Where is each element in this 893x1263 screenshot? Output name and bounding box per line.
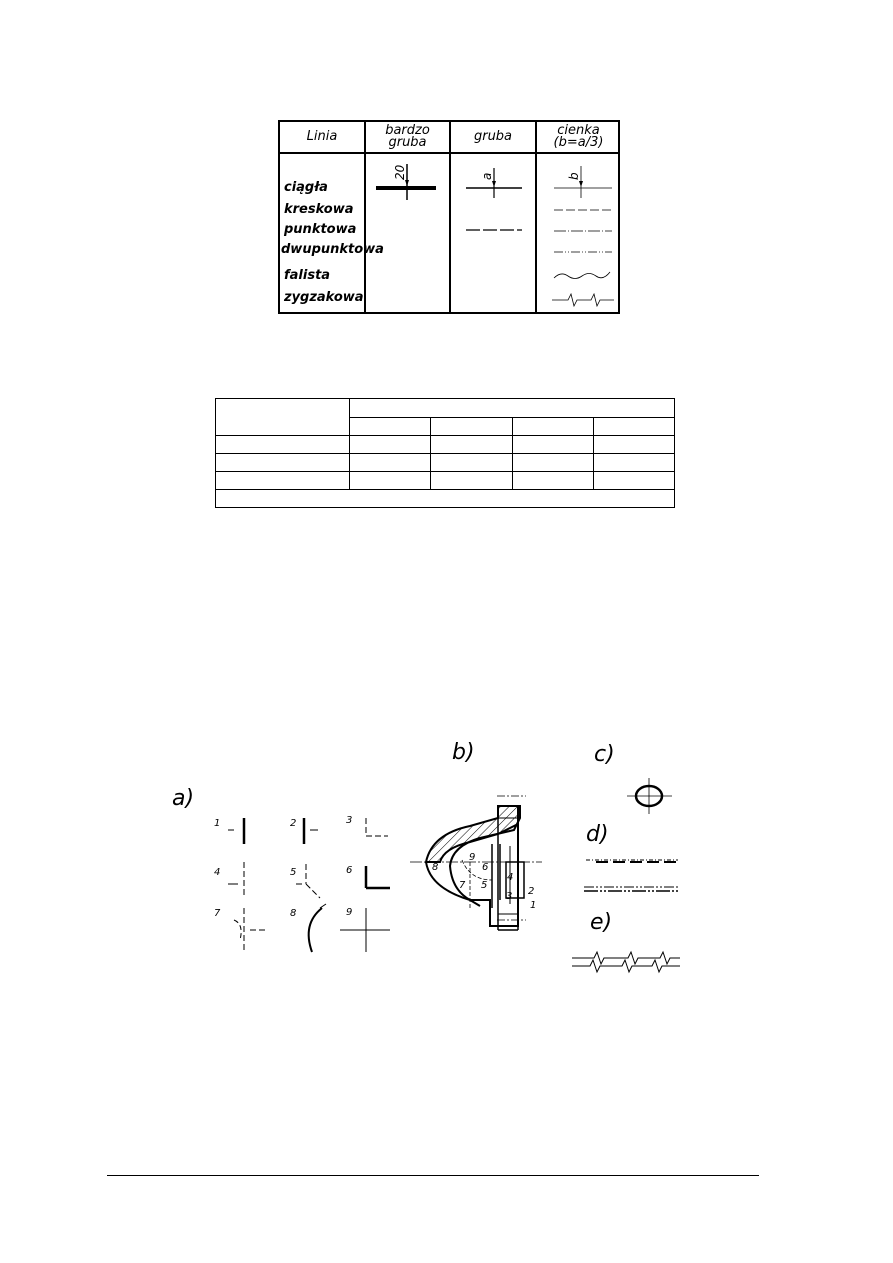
dim-thick: a xyxy=(480,172,494,180)
label-e: e) xyxy=(590,910,613,935)
c-circle-drawing xyxy=(627,778,672,814)
b-num-9: 9 xyxy=(469,852,476,863)
row-punktowa: punktowa xyxy=(284,222,357,237)
header-thick: gruba xyxy=(473,129,513,144)
label-c: c) xyxy=(594,742,615,767)
b-num-7: 7 xyxy=(459,880,466,891)
a-num-8: 8 xyxy=(290,908,297,919)
b-num-8: 8 xyxy=(432,862,439,873)
row-dwupunktowa: dwupunktowa xyxy=(281,242,384,257)
header-linia: Linia xyxy=(306,129,338,144)
a-line-examples xyxy=(228,818,390,952)
row-kreskowa: kreskowa xyxy=(284,202,354,217)
dim-thin: b xyxy=(567,172,581,180)
b-num-4: 4 xyxy=(507,872,514,883)
a-num-5: 5 xyxy=(290,867,297,878)
footer-rule xyxy=(107,1175,759,1176)
d-line-drawing xyxy=(584,860,680,891)
e-zigzag-drawing xyxy=(572,952,680,972)
a-num-6: 6 xyxy=(346,865,353,876)
header-very-thick: bardzo gruba xyxy=(385,123,430,150)
a-num-7: 7 xyxy=(214,908,221,919)
b-section-drawing xyxy=(410,796,542,930)
label-d: d) xyxy=(586,822,609,847)
b-num-2: 2 xyxy=(528,886,535,897)
b-num-5: 5 xyxy=(481,880,488,891)
a-num-2: 2 xyxy=(290,818,297,829)
b-num-3: 3 xyxy=(506,891,513,902)
dim-very-thick: 20 xyxy=(393,164,407,180)
label-b: b) xyxy=(452,740,475,765)
b-num-1: 1 xyxy=(530,900,537,911)
row-zygzakowa: zygzakowa xyxy=(284,290,364,305)
b-num-6: 6 xyxy=(482,862,489,873)
a-num-1: 1 xyxy=(214,818,221,829)
label-a: a) xyxy=(172,786,195,811)
a-num-9: 9 xyxy=(346,907,353,918)
header-thin: cienka (b=a/3) xyxy=(553,123,604,150)
row-ciagla: ciągła xyxy=(284,180,328,195)
a-num-4: 4 xyxy=(214,867,221,878)
row-falista: falista xyxy=(284,268,331,283)
a-num-3: 3 xyxy=(346,815,353,826)
